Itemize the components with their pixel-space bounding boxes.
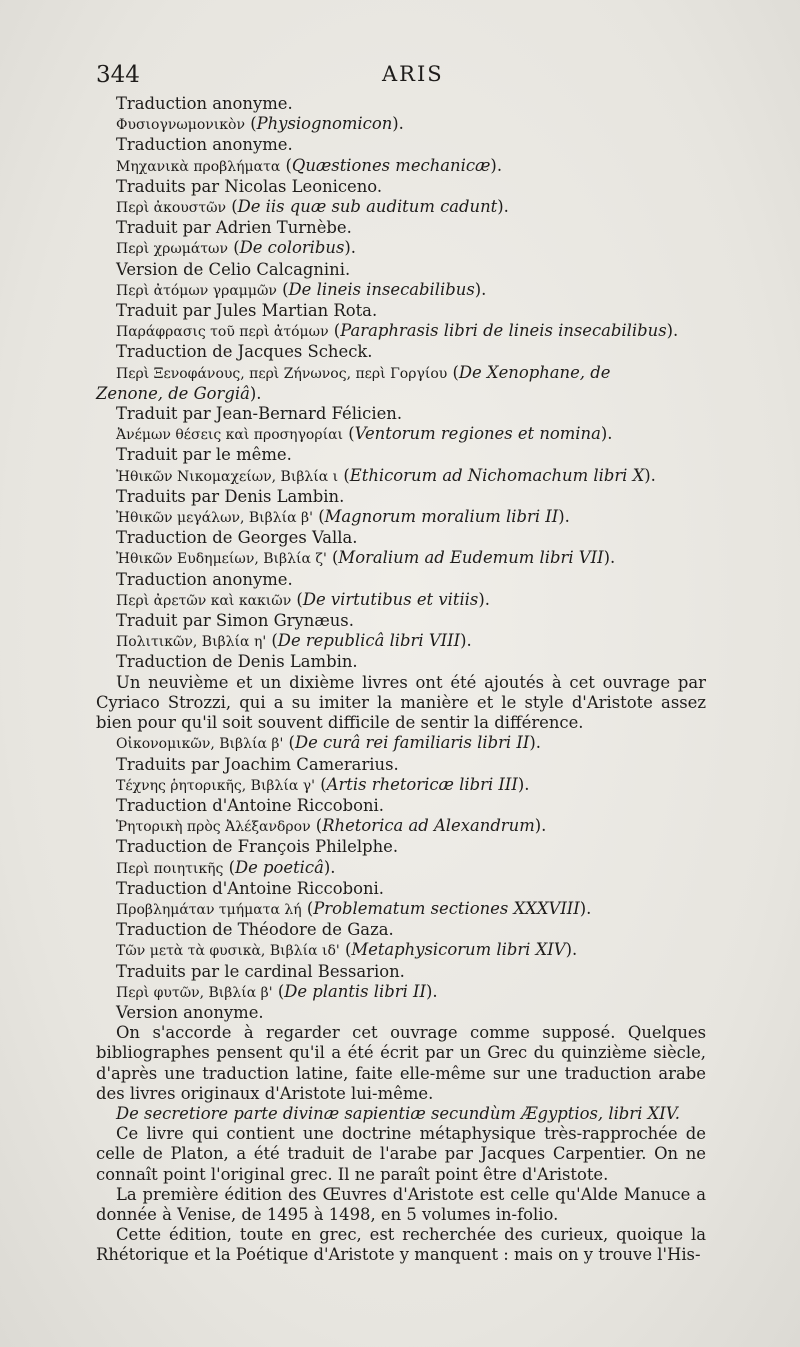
latin-title: Ventorum regiones et nomina (354, 424, 601, 444)
running-head: ARIS (382, 62, 444, 86)
greek-title: Περὶ ἀκουστῶν (116, 200, 227, 217)
work-entry: Περὶ Ξενοφάνους, περὶ Ζήνωνος, περὶ Γοργίου (De Xenophane, de (116, 362, 611, 382)
translator-text: Traduits par le cardinal Bessarion. (116, 961, 405, 981)
greek-title: Οἰκονομικῶν, Βιβλία β' (116, 736, 284, 753)
work-entry: Οἰκονομικῶν, Βιβλία β' (De curâ rei familiaris libri II). (116, 733, 541, 753)
greek-title: Ἠθικῶν Νικομαχείων, Βιβλία ι (116, 468, 339, 485)
translator-text: Traduit par Jean-Bernard Félicien. (116, 404, 403, 424)
greek-title: Παράφρασις τοῦ περὶ ἀτόμων (116, 324, 329, 341)
greek-title: Ἀνέμων θέσεις καὶ προσηγορίαι (116, 427, 344, 444)
latin-title: Moralium ad Eudemum libri VII (338, 548, 604, 568)
translation-line (96, 404, 706, 424)
translator-text: Traduit par Simon Grynæus. (116, 611, 354, 631)
latin-title: Ethicorum ad Nichomachum libri X (349, 465, 645, 485)
translator-text: Traduction de Georges Valla. (116, 528, 358, 548)
translator-text: Traduction de Denis Lambin. (116, 652, 358, 672)
greek-title: Περὶ ποιητικῆς (116, 860, 224, 877)
latin-title: De plantis libri II (284, 981, 426, 1001)
translator-text: Traduit par le même. (116, 445, 292, 465)
translator-text: Traduction de Théodore de Gaza. (116, 920, 394, 940)
page-body (96, 94, 706, 1266)
greek-title: Τέχνης ῥητορικῆς, Βιβλία γ' (116, 777, 316, 794)
page-number: 344 (96, 62, 140, 88)
latin-title: Artis rhetoricæ libri III (326, 774, 518, 794)
work-entry: Ἠθικῶν μεγάλων, Βιβλία β' (Magnorum moralium libri II). (116, 507, 570, 527)
paragraph-secretiore-title: De secretiore parte divinæ sapientiæ secundùm Ægyptios, libri XIV. (116, 1103, 680, 1123)
paragraph-edition-notes: Cette édition, toute en grec, est recherchée des curieux, quoique la Rhétorique et la Poétique d'Aristote y manquent : mais on y trouve l'His- (96, 1225, 706, 1265)
paragraph-authorship: On s'accorde à regarder cet ouvrage comme supposé. Quelques bibliographes pensent qu'il a été écrit par un Grec du quinzième siècle, d'après une traduction latine, faite elle-même sur une traduction arabe des livres originaux d'Aristote lui-même. (96, 1023, 706, 1103)
latin-title: Rhetorica ad Alexandrum (322, 816, 535, 836)
translator-text: Traduit par Jules Martian Rota. (116, 301, 378, 321)
translation-line (96, 755, 706, 775)
translator-text: Traduction d'Antoine Riccoboni. (116, 795, 384, 815)
translation-line (96, 260, 706, 280)
translation-line (96, 301, 706, 321)
latin-title: De iis quæ sub auditum cadunt (237, 197, 498, 217)
latin-title: De poeticâ (234, 857, 324, 877)
translation-line (96, 218, 706, 238)
page-header (96, 62, 706, 94)
greek-title: Ῥητορικὴ πρὸς Ἀλέξανδρον (116, 819, 311, 836)
translator-text: Traduction de Jacques Scheck. (116, 342, 373, 362)
translation-line (96, 342, 706, 362)
translator-text: Version anonyme. (116, 1002, 264, 1022)
translator-text: Traduction d'Antoine Riccoboni. (116, 878, 384, 898)
translator-text: Traduction anonyme. (116, 94, 293, 113)
latin-title: Problematum sectiones XXXVIII (313, 898, 580, 918)
greek-title: Περὶ φυτῶν, Βιβλία β' (116, 984, 273, 1001)
work-entry-continued: Zenone, de Gorgiâ). (96, 383, 262, 403)
latin-title: De coloribus (239, 238, 345, 258)
work-entry: Τέχνης ῥητορικῆς, Βιβλία γ' (Artis rhetoricæ libri III). (116, 774, 530, 794)
latin-title: Physiognomicon (256, 114, 393, 134)
greek-title: Τῶν μετὰ τὰ φυσικὰ, Βιβλία ιδ' (116, 943, 340, 960)
paragraph-metaphysics: Ce livre qui contient une doctrine métaphysique très-rapprochée de celle de Platon, a été traduit de l'arabe par Jacques Carpentier. On ne connaît point l'original grec. Il ne paraît point être d'Aristote. (96, 1124, 706, 1184)
greek-title: Ἠθικῶν Ευδημείων, Βιβλία ζ' (116, 551, 327, 568)
greek-title: Περὶ ἀτόμων γραμμῶν (116, 282, 277, 299)
translator-text: Traduits par Nicolas Leoniceno. (116, 176, 383, 196)
translation-line (96, 611, 706, 631)
translation-line (96, 94, 706, 114)
work-entry: Περὶ χρωμάτων (De coloribus). (116, 238, 356, 258)
translator-text: Traduction de François Philelphe. (116, 837, 399, 857)
work-entry: Πολιτικῶν, Βιβλία η' (De republicâ libri VIII). (116, 631, 472, 651)
translation-line (96, 570, 706, 590)
latin-title: Paraphrasis libri de lineis insecabilibus (340, 321, 667, 341)
latin-title: De Xenophane, de (458, 362, 611, 382)
translation-line (96, 879, 706, 899)
work-entry: Ἠθικῶν Νικομαχείων, Βιβλία ι (Ethicorum ad Nichomachum libri X). (116, 465, 656, 485)
translation-line (96, 1003, 706, 1023)
translator-text: Traduit par Adrien Turnèbe. (116, 218, 352, 238)
work-entry: Περὶ φυτῶν, Βιβλία β' (De plantis libri II). (116, 981, 438, 1001)
translation-line (96, 962, 706, 982)
greek-title: Περὶ Ξενοφάνους, περὶ Ζήνωνος, περὶ Γοργίου (116, 365, 448, 382)
latin-title: De lineis insecabilibus (288, 279, 475, 299)
translator-text: Traduits par Denis Lambin. (116, 486, 345, 506)
work-entry: Ῥητορικὴ πρὸς Ἀλέξανδρον (Rhetorica ad Alexandrum). (116, 816, 547, 836)
work-entry: Ἀνέμων θέσεις καὶ προσηγορίαι (Ventorum regiones et nomina). (116, 424, 613, 444)
work-entry: Φυσιογνωμονικὸν (Physiognomicon). (116, 114, 404, 134)
translation-line (96, 528, 706, 548)
work-entry: Τῶν μετὰ τὰ φυσικὰ, Βιβλία ιδ' (Metaphysicorum libri XIV). (116, 940, 578, 960)
translation-line (96, 487, 706, 507)
greek-title: Πολιτικῶν, Βιβλία η' (116, 634, 267, 651)
translation-line (96, 837, 706, 857)
translation-line (96, 177, 706, 197)
greek-title: Φυσιογνωμονικὸν (116, 117, 245, 134)
latin-title-continued: Zenone, de Gorgiâ (96, 383, 250, 403)
work-entry: Ἠθικῶν Ευδημείων, Βιβλία ζ' (Moralium ad Eudemum libri VII). (116, 548, 616, 568)
latin-title: De republicâ libri VIII (277, 631, 461, 651)
latin-title: De curâ rei familiaris libri II (294, 733, 530, 753)
work-entry: Περὶ ἀκουστῶν (De iis quæ sub auditum cadunt). (116, 197, 509, 217)
bibliography-list-2 (96, 733, 706, 1023)
latin-title: Metaphysicorum libri XIV (351, 940, 566, 960)
latin-title: Quæstiones mechanicæ (291, 155, 491, 175)
paragraph-first-edition: La première édition des Œuvres d'Aristote est celle qu'Alde Manuce a donnée à Venise, de 1495 à 1498, en 5 volumes in-folio. (96, 1184, 706, 1224)
translation-line (96, 445, 706, 465)
greek-title: Μηχανικὰ προβλήματα (116, 158, 281, 175)
greek-title: Προβλημάταν τμήματα λή (116, 901, 302, 918)
bibliography-list (96, 94, 706, 673)
work-entry: Περὶ ἀτόμων γραμμῶν (De lineis insecabilibus). (116, 279, 487, 299)
latin-title: De virtutibus et vitiis (302, 589, 479, 609)
translation-line (96, 652, 706, 672)
work-entry: Περὶ ποιητικῆς (De poeticâ). (116, 857, 336, 877)
work-entry: Παράφρασις τοῦ περὶ ἀτόμων (Paraphrasis libri de lineis insecabilibus). (116, 321, 679, 341)
work-entry: Περὶ ἀρετῶν καὶ κακιῶν (De virtutibus et vitiis). (116, 589, 490, 609)
translator-text: Traduction anonyme. (116, 135, 293, 155)
translation-line (96, 135, 706, 155)
translator-text: Version de Celio Calcagnini. (116, 259, 351, 279)
translation-line (96, 796, 706, 816)
translator-text: Traduction anonyme. (116, 569, 293, 589)
translator-text: Traduits par Joachim Camerarius. (116, 754, 399, 774)
greek-title: Περὶ ἀρετῶν καὶ κακιῶν (116, 592, 292, 609)
latin-title: Magnorum moralium libri II (324, 507, 559, 527)
paragraph-strozzi: Un neuvième et un dixième livres ont été ajoutés à cet ouvrage par Cyriaco Strozzi, qui a su imiter la manière et le style d'Aristote assez bien pour qu'il soit souvent difficile de sentir la différence. (96, 672, 706, 733)
greek-title: Ἠθικῶν μεγάλων, Βιβλία β' (116, 510, 313, 527)
work-entry: Προβλημάταν τμήματα λή (Problematum sectiones XXXVIII). (116, 898, 592, 918)
translation-line (96, 920, 706, 940)
greek-title: Περὶ χρωμάτων (116, 241, 228, 258)
work-entry: Μηχανικὰ προβλήματα (Quæstiones mechanicæ). (116, 155, 503, 175)
